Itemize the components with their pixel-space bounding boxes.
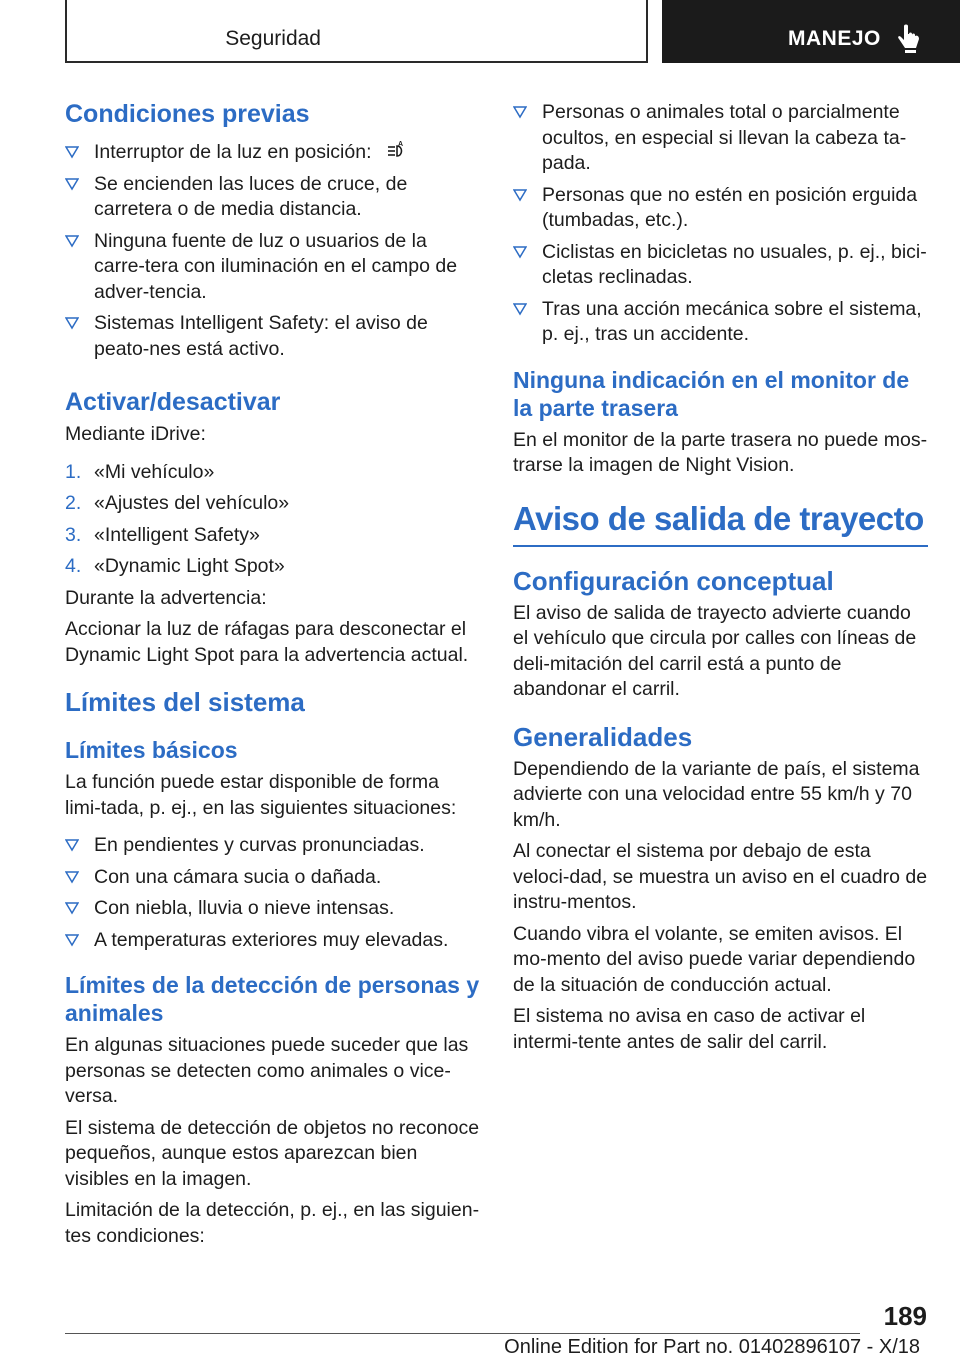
list-item xyxy=(65,140,480,166)
heading-configuracion-conceptual: Configuración conceptual xyxy=(513,565,834,596)
list-item xyxy=(65,172,480,223)
triangle-bullet-icon xyxy=(65,234,79,248)
list-item xyxy=(65,311,480,362)
generalidades-paragraph-1: Dependiendo de la variante de país, el sistema advierte con una velocidad entre 55 km/h y 70 km/h. xyxy=(513,757,920,831)
deteccion-paragraph-1: En algunas situaciones puede suceder que las personas se detecten como animales o vice‐versa. xyxy=(65,1034,469,1107)
list-item-text: Ciclistas en bicicletas no usuales, p. ej., bici‐cletas reclinadas. xyxy=(542,240,927,288)
basicos-list xyxy=(65,833,480,953)
triangle-bullet-icon xyxy=(65,145,79,159)
generalidades-paragraph-4: El sistema no avisa en caso de activar el intermi‐tente antes de salir del carril. xyxy=(513,1005,866,1053)
header-frame xyxy=(65,0,648,63)
list-item-text: Ninguna fuente de luz o usuarios de la carre‐tera con iluminación en el campo de adver‐tencia. xyxy=(94,229,458,303)
triangle-bullet-icon xyxy=(513,245,527,259)
triangle-bullet-icon xyxy=(65,901,79,915)
basicos-intro: La función puede estar disponible de forma limi‐tada, p. ej., en las siguientes situaciones: xyxy=(65,771,457,819)
list-item-text: Con niebla, lluvia o nieve intensas. xyxy=(94,897,395,919)
prev-conditions-list xyxy=(65,140,480,362)
section-title: Seguridad xyxy=(225,27,321,50)
step-text: «Dynamic Light Spot» xyxy=(94,555,285,577)
heading-limites-basicos: Límites básicos xyxy=(65,737,238,763)
list-item xyxy=(513,297,928,348)
deteccion-paragraph-2: El sistema de detección de objetos no reconoce pequeños, aunque estos aparezcan bien visibles en la imagen. xyxy=(65,1116,480,1190)
triangle-bullet-icon xyxy=(513,188,527,202)
list-item xyxy=(65,865,480,891)
conditions-list xyxy=(513,100,928,348)
list-item-text: Personas que no estén en posición erguida (tumbadas, etc.). xyxy=(542,183,918,231)
steps-list xyxy=(65,460,480,580)
step-item xyxy=(65,523,480,549)
triangle-bullet-icon xyxy=(65,316,79,330)
left-column xyxy=(65,100,480,1249)
list-item xyxy=(65,229,480,306)
step-item xyxy=(65,554,480,580)
step-number: 2. xyxy=(65,492,82,514)
headlight-auto-icon xyxy=(385,140,407,162)
list-item-text: Sistemas Intelligent Safety: el aviso de peato‐nes está activo. xyxy=(94,312,428,360)
footer-divider xyxy=(65,1333,860,1334)
step-item xyxy=(65,491,480,517)
chapter-tab[interactable] xyxy=(662,0,960,63)
step-text: «Ajustes del vehículo» xyxy=(94,492,290,514)
list-item-text: Con una cámara sucia o dañada. xyxy=(94,865,382,888)
config-paragraph: El aviso de salida de trayecto advierte cuando el vehículo que circula por calles con líneas de deli‐mitación del carril está a punto de abandonar el carril. xyxy=(513,601,917,700)
idrive-intro: Mediante iDrive: xyxy=(65,423,206,445)
list-item xyxy=(65,928,480,954)
step-text: «Mi vehículo» xyxy=(94,460,215,483)
step-number: 3. xyxy=(65,523,82,546)
list-item xyxy=(513,240,928,291)
list-item-text: En pendientes y curvas pronunciadas. xyxy=(94,834,425,856)
page-number: 189 xyxy=(883,1301,927,1331)
list-item xyxy=(65,896,480,922)
durante-text: Durante la advertencia: xyxy=(65,586,267,609)
deteccion-paragraph-3: Limitación de la detección, p. ej., en las siguien‐tes condiciones: xyxy=(65,1199,480,1247)
generalidades-paragraph-2: Al conectar el sistema por debajo de esta veloci‐dad, se muestra un aviso en el cuadro de instru‐mentos. xyxy=(513,840,928,913)
chapter-title: MANEJO xyxy=(788,27,881,50)
triangle-bullet-icon xyxy=(65,838,79,852)
heading-condiciones-previas: Condiciones previas xyxy=(65,100,310,128)
heading-limites-del-sistema: Límites del sistema xyxy=(65,687,305,717)
triangle-bullet-icon xyxy=(65,177,79,191)
triangle-bullet-icon xyxy=(65,870,79,884)
monitor-paragraph: En el monitor de la parte trasera no puede mos‐trarse la imagen de Night Vision. xyxy=(513,428,928,476)
footer-edition: Online Edition for Part no. 01402896107 - X/18 xyxy=(504,1336,920,1358)
heading-monitor-trasero: Ninguna indicación en el monitor de la parte trasera xyxy=(513,366,910,421)
step-text: «Intelligent Safety» xyxy=(94,523,260,546)
generalidades-paragraph-3: Cuando vibra el volante, se emiten avisos. El mo‐mento del aviso puede variar dependiendo de la situación de conducción actual. xyxy=(513,922,916,996)
heading-limites-deteccion: Límites de la detección de personas y animales xyxy=(65,972,480,1026)
list-item-text: Interruptor de la luz en posición: xyxy=(94,141,372,163)
right-column xyxy=(513,100,928,1055)
list-item xyxy=(513,183,928,234)
list-item xyxy=(65,833,480,859)
list-item-text: Se encienden las luces de cruce, de carretera o de media distancia. xyxy=(94,172,408,220)
accionar-text: Accionar la luz de ráfagas para desconectar el Dynamic Light Spot para la advertencia actual. xyxy=(65,618,469,666)
hand-pointer-icon xyxy=(896,24,922,54)
triangle-bullet-icon xyxy=(513,105,527,119)
list-item-text: Tras una acción mecánica sobre el sistema, p. ej., tras un accidente. xyxy=(542,297,922,345)
heading-activar-desactivar: Activar/desactivar xyxy=(65,388,281,416)
step-number: 4. xyxy=(65,555,82,577)
list-item-text: Personas o animales total o parcialmente ocultos, en especial si llevan la cabeza ta‐pada. xyxy=(542,101,907,174)
heading-aviso-salida-trayecto: Aviso de salida de trayecto xyxy=(513,499,924,537)
heading-generalidades: Generalidades xyxy=(513,721,693,752)
triangle-bullet-icon xyxy=(513,302,527,316)
svg-text:A: A xyxy=(397,141,403,148)
list-item xyxy=(513,100,928,177)
step-item xyxy=(65,460,480,486)
list-item-text: A temperaturas exteriores muy elevadas. xyxy=(94,928,449,951)
step-number: 1. xyxy=(65,460,82,483)
triangle-bullet-icon xyxy=(65,933,79,947)
